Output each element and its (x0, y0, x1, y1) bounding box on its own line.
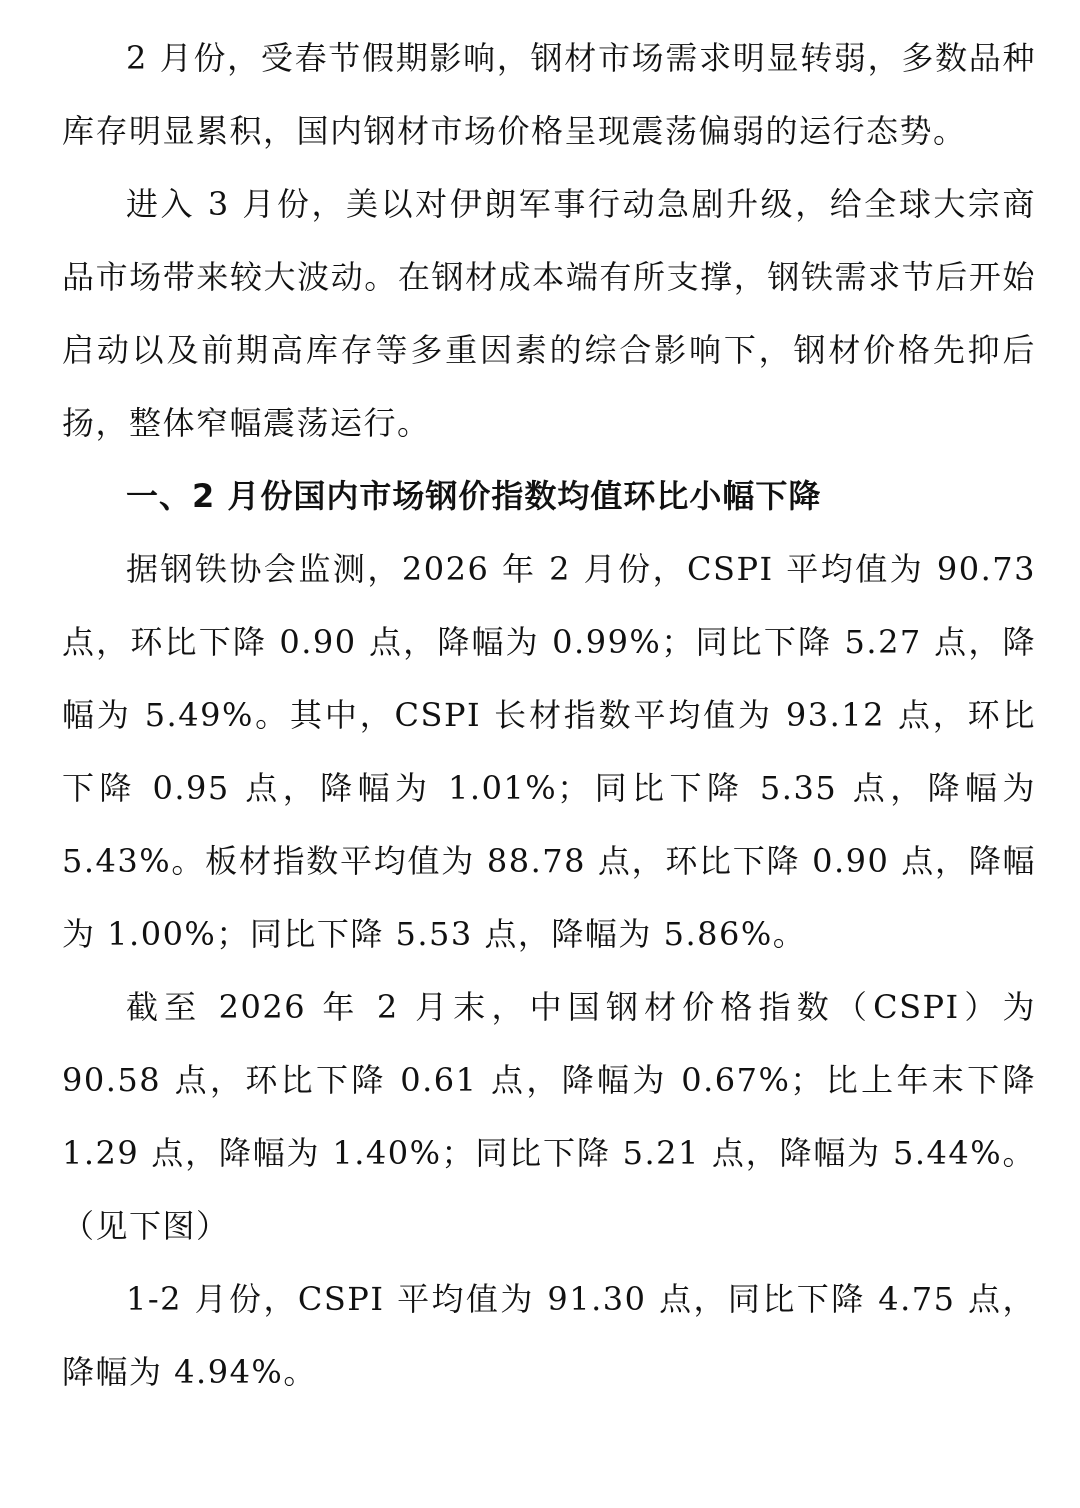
paragraph-february-market: 2 月份，受春节假期影响，钢材市场需求明显转弱，多数品种库存明显累积，国内钢材市场价格呈现震荡偏弱的运行态势。 (62, 39, 1036, 150)
document-body (62, 22, 1036, 1409)
paragraph-cspi-monitoring: 据钢铁协会监测，2026 年 2 月份，CSPI 平均值为 90.73 点，环比下降 0.90 点，降幅为 0.99%；同比下降 5.27 点，降幅为 5.49%。其中，CSPI 长材指数平均值为 93.12 点，环比下降 0.95 点，降幅为 1.01%；同比下降 5.35 点，降幅为 5.43%。板材指数平均值为 88.78 点，环比下降 0.90 点，降幅为 1.00%；同比下降 5.53 点，降幅为 5.86%。 (62, 550, 1036, 953)
paragraph-cspi-month-end: 截至 2026 年 2 月末，中国钢材价格指数（CSPI）为 90.58 点，环比下降 0.61 点，降幅为 0.67%；比上年末下降 1.29 点，降幅为 1.40%；同比下降 5.21 点，降幅为 5.44%。（见下图） (62, 988, 1036, 1245)
paragraph-cspi-jan-feb: 1-2 月份，CSPI 平均值为 91.30 点，同比下降 4.75 点，降幅为 4.94%。 (62, 1280, 1036, 1391)
section-heading: 一、2 月份国内市场钢价指数均值环比小幅下降 (126, 477, 822, 515)
paragraph-march-outlook: 进入 3 月份，美以对伊朗军事行动急剧升级，给全球大宗商品市场带来较大波动。在钢材成本端有所支撑，钢铁需求节后开始启动以及前期高库存等多重因素的综合影响下，钢材价格先抑后扬，整体窄幅震荡运行。 (62, 185, 1036, 442)
